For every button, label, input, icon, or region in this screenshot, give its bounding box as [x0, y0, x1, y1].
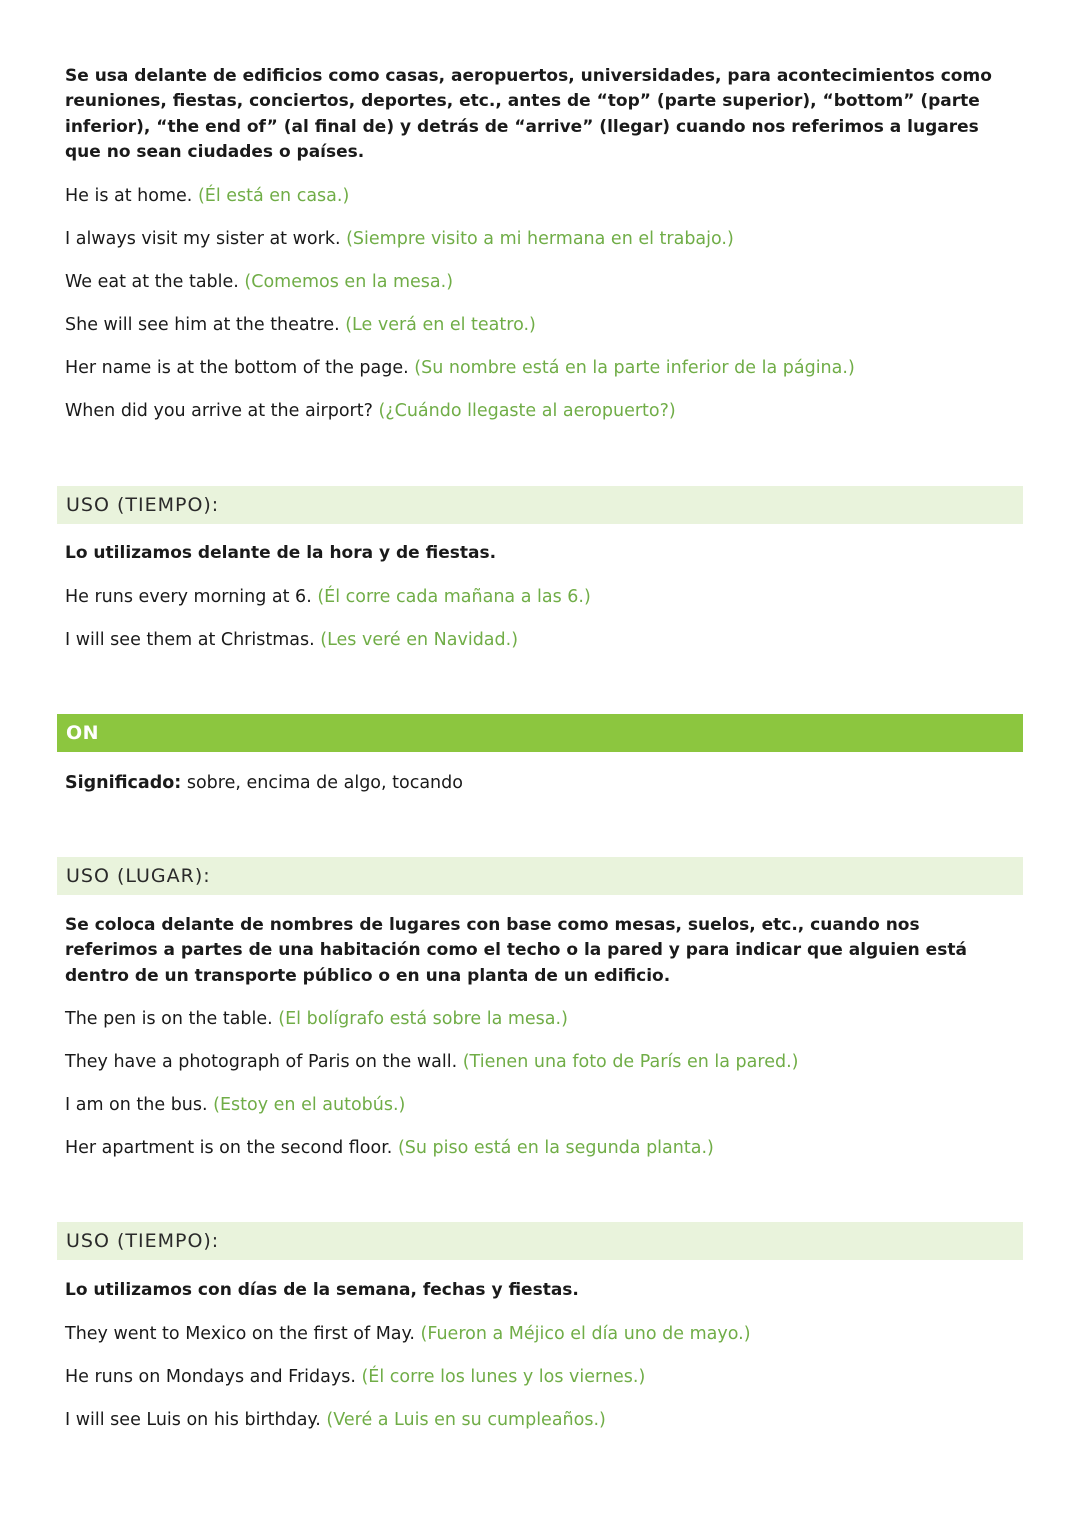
example-spanish: (¿Cuándo llegaste al aeropuerto?) [378, 401, 676, 421]
example-spanish: (Él está en casa.) [197, 186, 350, 206]
section-heading-on-place: USO (LUGAR): [57, 857, 1023, 895]
example-english: They have a photograph of Paris on the wall. [65, 1052, 458, 1072]
at-place-rule: Se usa delante de edificios como casas, aeropuertos, universidades, para acontecimientos como reuniones, fiestas, conciertos, deportes, etc., antes de “top” (parte superior), “bottom” (parte inferior), “the end of” (al final de) y detrás de “arrive” (llegar) cuando nos referimos a lugares que no sean ciudades o países. [65, 66, 992, 162]
example-spanish: (Veré a Luis en su cumpleaños.) [326, 1410, 606, 1430]
example-spanish: (Le verá en el teatro.) [345, 315, 536, 335]
example-spanish: (Fueron a Méjico el día uno de mayo.) [420, 1324, 751, 1344]
example-line [65, 228, 1025, 250]
example-line [65, 271, 1025, 293]
example-line [65, 1323, 1025, 1345]
example-line [65, 1409, 1025, 1431]
example-english: I will see them at Christmas. [65, 630, 315, 650]
meaning-label: Significado: [65, 773, 182, 793]
section-heading-on: ON [57, 714, 1023, 752]
example-english: When did you arrive at the airport? [65, 401, 373, 421]
example-english: She will see him at the theatre. [65, 315, 340, 335]
on-place-rule: Se coloca delante de nombres de lugares con base como mesas, suelos, etc., cuando nos referimos a partes de una habitación como el techo o la pared y para indicar que alguien está dentro de un transporte público o en una planta de un edificio. [65, 915, 967, 986]
example-line [65, 400, 1025, 422]
example-english: He runs on Mondays and Fridays. [65, 1367, 356, 1387]
example-english: I will see Luis on his birthday. [65, 1410, 321, 1430]
example-english: They went to Mexico on the first of May. [65, 1324, 415, 1344]
example-spanish: (Él corre los lunes y los viernes.) [361, 1367, 646, 1387]
example-english: Her name is at the bottom of the page. [65, 358, 409, 378]
section-heading-on-time: USO (TIEMPO): [57, 1222, 1023, 1260]
example-line [65, 1008, 1025, 1030]
example-line [65, 185, 1025, 207]
example-spanish: (Tienen una foto de París en la pared.) [462, 1052, 799, 1072]
example-english: I always visit my sister at work. [65, 229, 341, 249]
example-line [65, 357, 1025, 379]
example-english: He is at home. [65, 186, 193, 206]
example-english: We eat at the table. [65, 272, 239, 292]
example-spanish: (Comemos en la mesa.) [244, 272, 454, 292]
example-line [65, 1051, 1025, 1073]
example-spanish: (Siempre visito a mi hermana en el trabajo.) [346, 229, 734, 249]
example-line [65, 1094, 1025, 1116]
on-meaning [65, 772, 463, 794]
example-line [65, 1137, 1025, 1159]
example-spanish: (Él corre cada mañana a las 6.) [317, 587, 591, 607]
example-english: Her apartment is on the second floor. [65, 1138, 393, 1158]
example-english: The pen is on the table. [65, 1009, 273, 1029]
at-time-rule: Lo utilizamos delante de la hora y de fiestas. [65, 543, 497, 563]
example-spanish: (Su nombre está en la parte inferior de la página.) [414, 358, 855, 378]
example-line [65, 1366, 1025, 1388]
meaning-text: sobre, encima de algo, tocando [181, 773, 463, 793]
example-spanish: (Su piso está en la segunda planta.) [397, 1138, 714, 1158]
on-time-rule: Lo utilizamos con días de la semana, fechas y fiestas. [65, 1280, 579, 1300]
example-line [65, 314, 1025, 336]
section-heading-at-time: USO (TIEMPO): [57, 486, 1023, 524]
example-spanish: (El bolígrafo está sobre la mesa.) [278, 1009, 568, 1029]
example-english: I am on the bus. [65, 1095, 208, 1115]
example-spanish: (Estoy en el autobús.) [213, 1095, 406, 1115]
example-spanish: (Les veré en Navidad.) [320, 630, 519, 650]
example-line [65, 629, 1025, 651]
example-line [65, 586, 1025, 608]
example-english: He runs every morning at 6. [65, 587, 312, 607]
